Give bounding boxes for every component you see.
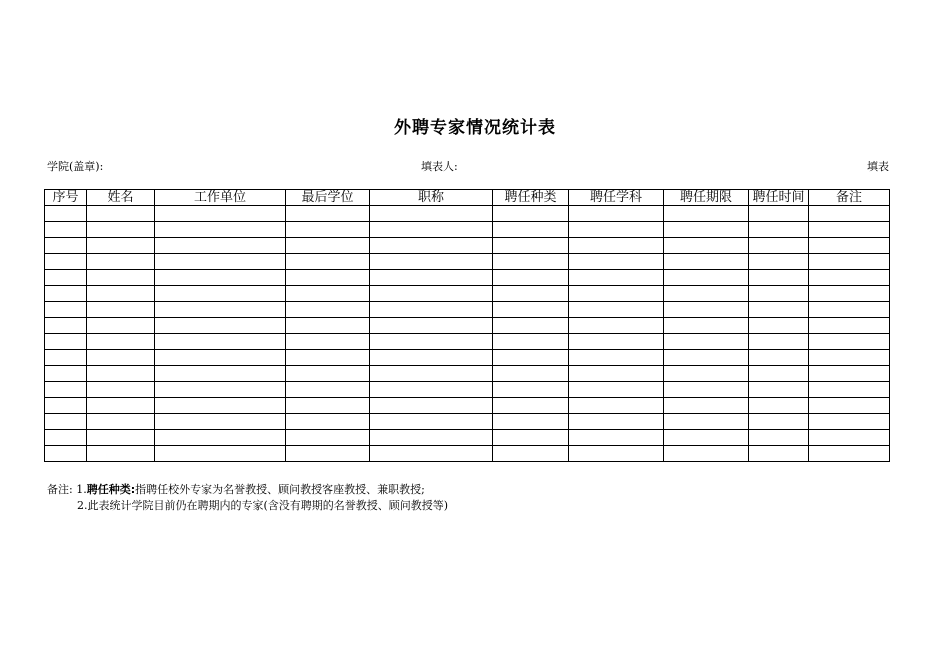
table-cell[interactable]: [664, 366, 749, 382]
table-cell[interactable]: [87, 446, 155, 462]
table-cell[interactable]: [87, 286, 155, 302]
table-cell[interactable]: [809, 382, 890, 398]
table-cell[interactable]: [155, 398, 286, 414]
table-row: [45, 430, 890, 446]
table-cell[interactable]: [493, 238, 569, 254]
table-cell[interactable]: [370, 238, 493, 254]
column-header-appointment-date: 聘任时间: [749, 190, 809, 206]
table-cell[interactable]: [664, 238, 749, 254]
table-cell[interactable]: [87, 270, 155, 286]
table-cell[interactable]: [493, 334, 569, 350]
table-cell[interactable]: [45, 222, 87, 238]
table-cell[interactable]: [493, 222, 569, 238]
table-row: [45, 414, 890, 430]
table-cell[interactable]: [664, 222, 749, 238]
table-cell[interactable]: [45, 350, 87, 366]
table-row: [45, 382, 890, 398]
table-cell[interactable]: [87, 254, 155, 270]
table-cell[interactable]: [569, 318, 664, 334]
table-cell[interactable]: [87, 334, 155, 350]
table-cell[interactable]: [664, 270, 749, 286]
table-cell[interactable]: [569, 238, 664, 254]
table-cell[interactable]: [664, 382, 749, 398]
table-cell[interactable]: [493, 350, 569, 366]
table-cell[interactable]: [45, 302, 87, 318]
table-cell[interactable]: [87, 414, 155, 430]
table-row: [45, 270, 890, 286]
table-cell[interactable]: [749, 238, 809, 254]
column-header-remarks: 备注: [809, 190, 890, 206]
table-cell[interactable]: [286, 366, 370, 382]
table-cell[interactable]: [155, 206, 286, 222]
table-cell[interactable]: [286, 238, 370, 254]
table-cell[interactable]: [45, 206, 87, 222]
table-cell[interactable]: [493, 430, 569, 446]
table-cell[interactable]: [45, 414, 87, 430]
table-cell[interactable]: [286, 398, 370, 414]
table-cell[interactable]: [569, 430, 664, 446]
footnote-1-number: 1.: [76, 483, 87, 496]
table-cell[interactable]: [664, 286, 749, 302]
table-cell[interactable]: [569, 366, 664, 382]
table-cell[interactable]: [155, 270, 286, 286]
table-cell[interactable]: [809, 398, 890, 414]
table-cell[interactable]: [370, 302, 493, 318]
table-cell[interactable]: [569, 446, 664, 462]
table-cell[interactable]: [370, 366, 493, 382]
table-cell[interactable]: [664, 446, 749, 462]
table-cell[interactable]: [749, 366, 809, 382]
table-cell[interactable]: [370, 318, 493, 334]
table-row: [45, 222, 890, 238]
table-cell[interactable]: [155, 350, 286, 366]
column-header-employer: 工作单位: [155, 190, 286, 206]
table-cell[interactable]: [749, 430, 809, 446]
table-cell[interactable]: [45, 398, 87, 414]
footnote-1-text: 指聘任校外专家为名誉教授、顾问教授客座教授、兼职教授;: [135, 483, 425, 496]
table-row: [45, 238, 890, 254]
table-row: [45, 366, 890, 382]
table-cell[interactable]: [749, 350, 809, 366]
table-cell[interactable]: [749, 446, 809, 462]
table-cell[interactable]: [370, 382, 493, 398]
table-cell[interactable]: [155, 414, 286, 430]
table-cell[interactable]: [286, 446, 370, 462]
table-cell[interactable]: [87, 238, 155, 254]
table-cell[interactable]: [809, 238, 890, 254]
table-cell[interactable]: [569, 222, 664, 238]
table-cell[interactable]: [45, 334, 87, 350]
column-header-serial: 序号: [45, 190, 87, 206]
table-row: [45, 254, 890, 270]
table-cell[interactable]: [749, 222, 809, 238]
expert-statistics-table: [44, 189, 890, 462]
table-cell[interactable]: [493, 414, 569, 430]
table-cell[interactable]: [286, 318, 370, 334]
table-cell[interactable]: [286, 254, 370, 270]
table-row: [45, 446, 890, 462]
table-cell[interactable]: [664, 414, 749, 430]
table-cell[interactable]: [155, 254, 286, 270]
table-cell[interactable]: [749, 254, 809, 270]
table-cell[interactable]: [493, 302, 569, 318]
table-cell[interactable]: [286, 334, 370, 350]
table-cell[interactable]: [45, 254, 87, 270]
table-cell[interactable]: [569, 382, 664, 398]
table-cell[interactable]: [493, 318, 569, 334]
column-header-appointment-term: 聘任期限: [664, 190, 749, 206]
table-cell[interactable]: [87, 366, 155, 382]
table-cell[interactable]: [749, 414, 809, 430]
table-cell[interactable]: [493, 398, 569, 414]
table-cell[interactable]: [87, 318, 155, 334]
table-cell[interactable]: [809, 446, 890, 462]
table-cell[interactable]: [809, 318, 890, 334]
table-cell[interactable]: [664, 318, 749, 334]
table-cell[interactable]: [370, 270, 493, 286]
table-cell[interactable]: [45, 270, 87, 286]
table-cell[interactable]: [155, 446, 286, 462]
table-cell[interactable]: [664, 350, 749, 366]
table-row: [45, 286, 890, 302]
table-cell[interactable]: [569, 414, 664, 430]
footnotes: [47, 482, 448, 514]
footnote-1-term: 聘任种类:: [86, 483, 136, 496]
table-cell[interactable]: [370, 414, 493, 430]
table-cell[interactable]: [286, 414, 370, 430]
table-cell[interactable]: [155, 302, 286, 318]
table-cell[interactable]: [155, 238, 286, 254]
table-cell[interactable]: [809, 414, 890, 430]
table-row: [45, 206, 890, 222]
table-row: [45, 318, 890, 334]
column-header-name: 姓名: [87, 190, 155, 206]
table-row: [45, 302, 890, 318]
table-row: [45, 350, 890, 366]
table-cell[interactable]: [370, 430, 493, 446]
table-cell[interactable]: [87, 398, 155, 414]
table-cell[interactable]: [493, 382, 569, 398]
table-cell[interactable]: [493, 286, 569, 302]
table-row: [45, 334, 890, 350]
table-cell[interactable]: [286, 430, 370, 446]
table-cell[interactable]: [809, 286, 890, 302]
table-cell[interactable]: [286, 350, 370, 366]
table-cell[interactable]: [370, 286, 493, 302]
table-cell[interactable]: [749, 270, 809, 286]
table-cell[interactable]: [569, 270, 664, 286]
table-cell[interactable]: [749, 318, 809, 334]
table-cell[interactable]: [809, 430, 890, 446]
table-cell[interactable]: [809, 350, 890, 366]
table-cell[interactable]: [155, 430, 286, 446]
table-cell[interactable]: [749, 398, 809, 414]
table-cell[interactable]: [45, 318, 87, 334]
table-cell[interactable]: [809, 206, 890, 222]
footnote-1: [47, 482, 448, 498]
table-cell[interactable]: [569, 254, 664, 270]
table-cell[interactable]: [749, 302, 809, 318]
table-cell[interactable]: [370, 206, 493, 222]
table-cell[interactable]: [45, 446, 87, 462]
table-cell[interactable]: [155, 382, 286, 398]
table-cell[interactable]: [155, 222, 286, 238]
table-cell[interactable]: [809, 222, 890, 238]
table-cell[interactable]: [155, 334, 286, 350]
table-cell[interactable]: [370, 254, 493, 270]
table-cell[interactable]: [664, 430, 749, 446]
table-cell[interactable]: [87, 350, 155, 366]
table-cell[interactable]: [569, 286, 664, 302]
table-cell[interactable]: [493, 270, 569, 286]
table-cell[interactable]: [370, 334, 493, 350]
table-cell[interactable]: [664, 398, 749, 414]
table-cell[interactable]: [493, 446, 569, 462]
table-cell[interactable]: [749, 206, 809, 222]
table-cell[interactable]: [809, 334, 890, 350]
table-cell[interactable]: [87, 430, 155, 446]
table-cell[interactable]: [664, 302, 749, 318]
table-cell[interactable]: [493, 254, 569, 270]
column-header-appointment-type: 聘任种类: [493, 190, 569, 206]
table-cell[interactable]: [569, 206, 664, 222]
table-cell[interactable]: [493, 206, 569, 222]
table-cell[interactable]: [370, 398, 493, 414]
table-cell[interactable]: [664, 206, 749, 222]
table-cell[interactable]: [569, 334, 664, 350]
table-cell[interactable]: [809, 302, 890, 318]
table-header-row: [45, 190, 890, 206]
table-cell[interactable]: [286, 270, 370, 286]
page-title: 外聘专家情况统计表: [394, 118, 556, 138]
table-cell[interactable]: [45, 366, 87, 382]
table-cell[interactable]: [569, 398, 664, 414]
footnote-prefix: 备注:: [47, 483, 73, 496]
table-cell[interactable]: [370, 350, 493, 366]
table-cell[interactable]: [87, 382, 155, 398]
table-cell[interactable]: [809, 270, 890, 286]
column-header-appointment-subject: 聘任学科: [569, 190, 664, 206]
table-cell[interactable]: [664, 334, 749, 350]
college-stamp-label: 学院(盖章):: [47, 160, 104, 173]
table-row: [45, 398, 890, 414]
table-cell[interactable]: [286, 222, 370, 238]
fill-date-label: 填表: [867, 160, 889, 173]
table-cell[interactable]: [370, 446, 493, 462]
table-cell[interactable]: [87, 222, 155, 238]
footnote-2: 2.此表统计学院目前仍在聘期内的专家(含没有聘期的名誉教授、顾问教授等): [77, 499, 449, 512]
table-cell[interactable]: [45, 238, 87, 254]
filler-label: 填表人:: [421, 160, 458, 173]
column-header-title: 职称: [370, 190, 493, 206]
table-cell[interactable]: [286, 286, 370, 302]
table-cell[interactable]: [749, 286, 809, 302]
table-cell[interactable]: [45, 430, 87, 446]
table-cell[interactable]: [749, 334, 809, 350]
table-cell[interactable]: [155, 286, 286, 302]
table-cell[interactable]: [370, 222, 493, 238]
table-cell[interactable]: [45, 286, 87, 302]
table-cell[interactable]: [155, 366, 286, 382]
table-cell[interactable]: [45, 382, 87, 398]
table-cell[interactable]: [569, 302, 664, 318]
table-cell[interactable]: [749, 382, 809, 398]
table-cell[interactable]: [87, 302, 155, 318]
table-cell[interactable]: [664, 254, 749, 270]
column-header-degree: 最后学位: [286, 190, 370, 206]
table-cell[interactable]: [286, 382, 370, 398]
table-cell[interactable]: [809, 254, 890, 270]
table-cell[interactable]: [569, 350, 664, 366]
table-cell[interactable]: [87, 206, 155, 222]
table-cell[interactable]: [286, 206, 370, 222]
table-cell[interactable]: [809, 366, 890, 382]
table-cell[interactable]: [155, 318, 286, 334]
table-cell[interactable]: [286, 302, 370, 318]
table-cell[interactable]: [493, 366, 569, 382]
